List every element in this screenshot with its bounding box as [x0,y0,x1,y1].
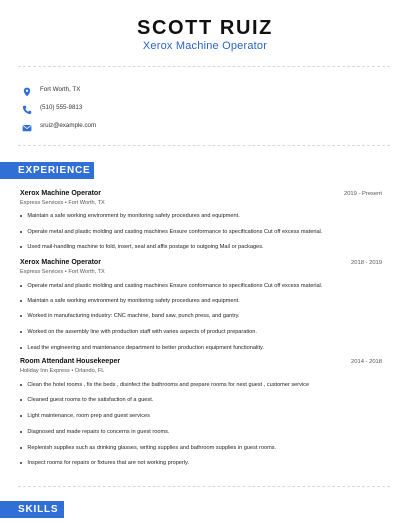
list-item: Inspect rooms for repairs or fixtures that are not working properly. [20,460,380,466]
job-dates: 2019 - Present [343,191,382,197]
location-pin-icon [22,84,32,94]
list-item: Maintain a safe working environment by monitoring safety procedures and equipment. [20,213,380,219]
divider [18,486,390,487]
phone-icon [22,102,32,112]
list-item: Maintain a safe working environment by monitoring safety procedures and equipment. [20,298,380,304]
skills-heading: SKILLS [0,501,64,518]
job-title: Room Attendant Housekeeper [20,358,121,365]
email-text: sruiz@example.com [40,121,97,129]
job-meta-separator: • [64,269,67,275]
location-text: Fort Worth, TX [40,85,81,93]
list-item: Operate metal and plastic molding and casting machines Ensure conformance to specifications Cut off excess material. [20,229,380,235]
job-meta-separator: • [64,200,67,206]
job-meta [20,200,105,206]
candidate-title: Xerox Machine Operator [142,40,268,52]
contact-email [22,118,96,132]
divider [18,145,390,146]
list-item: Worked on the assembly line with production staff with varies aspects of product preparation. [20,329,380,335]
job-dates: 2018 - 2019 [351,260,382,266]
list-item: Cleaned guest rooms to the satisfaction of a guest. [20,397,380,403]
phone-text: (510) 555-9813 [40,103,83,111]
list-item: Lead the engineering and maintenance department to better production equipment functionality. [20,345,380,351]
job-location: Orlando, FL [74,368,105,374]
job-company: Express Services [20,269,64,275]
job-location: Fort Worth, TX [68,269,105,275]
job-company: Holiday Inn Express [20,368,70,374]
experience-heading: EXPERIENCE [0,162,94,179]
job-location: Fort Worth, TX [68,200,105,206]
contact-phone [22,100,82,114]
list-item: Worked in manufacturing industry: CNC machine, band saw, punch press, and gantry. [20,313,380,319]
email-icon [22,120,32,130]
list-item: Replenish supplies such as drinking glasses, writing supplies and bathroom supplies in guest rooms. [20,445,380,451]
list-item: Light maintenance, room prep and guest services [20,413,380,419]
list-item: Diagnosed and made repairs to concerns in guest rooms. [20,429,380,435]
job-meta [20,368,104,374]
job-company: Express Services [20,200,64,206]
job-title: Xerox Machine Operator [20,259,101,266]
list-item: Clean the hotel rooms , fix the beds , disinfect the bathrooms and prepare rooms for next guest , customer service [20,382,380,388]
job-title: Xerox Machine Operator [20,190,101,197]
contact-location [22,82,80,96]
job-dates: 2014 - 2018 [351,359,382,365]
divider [18,66,390,67]
job-meta [20,269,105,275]
candidate-name: SCOTT RUIZ [137,17,273,39]
job-meta-separator: • [71,368,74,374]
list-item: Operate metal and plastic molding and casting machines Ensure conformance to specifications Cut off excess material. [20,283,380,289]
list-item: Used mail-handling machine to fold, insert, seal and affix postage to outgoing Mail or packages. [20,244,380,250]
